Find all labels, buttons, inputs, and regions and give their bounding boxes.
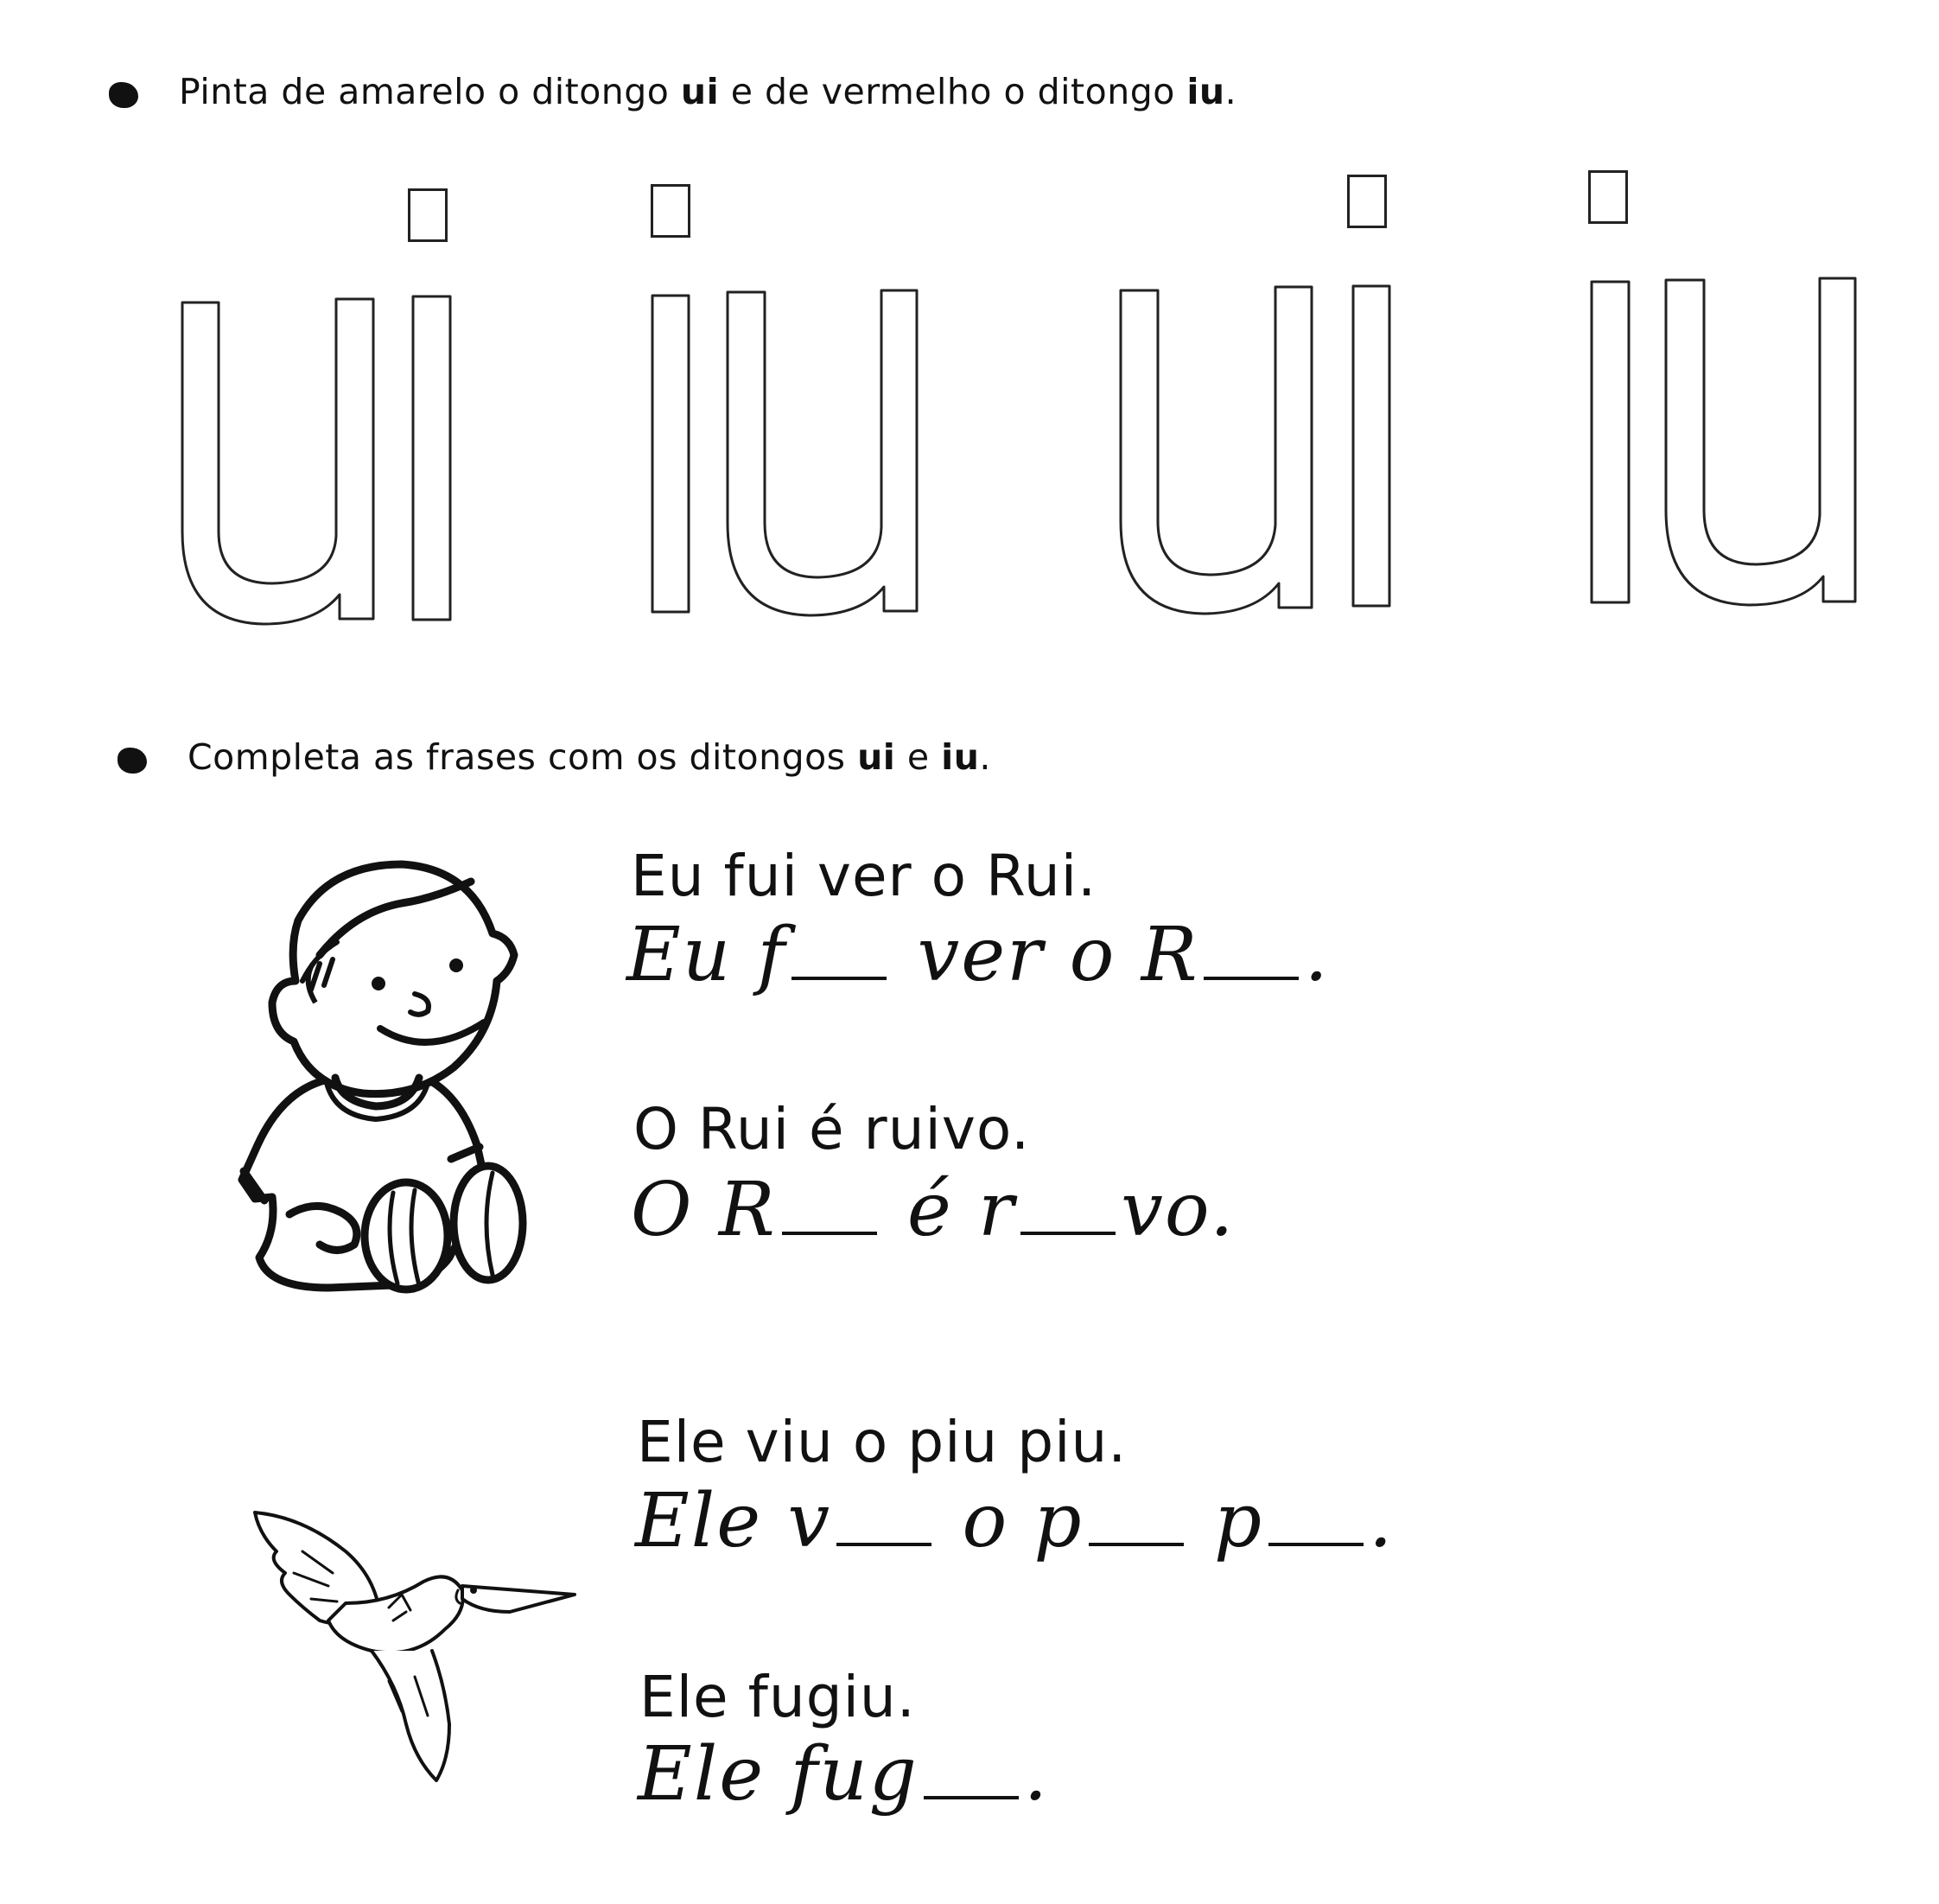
instruction-text: Completa as frases com os ditongos — [188, 736, 858, 778]
boy-illustration — [233, 851, 553, 1301]
letter-group-iu-1[interactable] — [652, 290, 917, 615]
outline-letter-u — [1666, 278, 1855, 605]
outline-letter-i — [652, 296, 689, 612]
sentence-3-cursive — [635, 1478, 1394, 1564]
sentence-1-cursive — [626, 912, 1330, 998]
answer-blank[interactable] — [836, 1543, 931, 1546]
cursive-text: . — [1304, 912, 1330, 998]
sentence-4-print: Ele fugiu. — [639, 1664, 916, 1730]
cursive-text: vo. — [1121, 1167, 1236, 1253]
diphthong-ui-label: ui — [857, 736, 896, 778]
answer-blank[interactable] — [782, 1232, 877, 1235]
cursive-text: Ele fug — [638, 1731, 919, 1818]
cursive-text: ver o R — [892, 912, 1199, 998]
cursive-text: é r — [881, 1167, 1016, 1253]
diphthong-iu-label: iu — [941, 736, 980, 778]
checkbox-dot-i[interactable] — [408, 188, 448, 242]
outline-letter-i — [1592, 282, 1629, 602]
diphthong-iu-label: iu — [1186, 71, 1225, 112]
sentence-3-print: Ele viu o piu piu. — [637, 1409, 1128, 1475]
answer-blank[interactable] — [1204, 977, 1299, 980]
cursive-text: p — [1188, 1478, 1264, 1564]
outline-letter-u — [728, 290, 917, 615]
cursive-text: o p — [937, 1478, 1084, 1564]
diphthong-ui-label: ui — [680, 71, 720, 112]
checkbox-dot-i[interactable] — [651, 184, 690, 238]
answer-blank[interactable] — [791, 977, 887, 980]
sentence-4-cursive — [638, 1731, 1049, 1818]
answer-blank[interactable] — [924, 1796, 1019, 1799]
instruction-text: Pinta de amarelo o ditongo — [179, 71, 681, 112]
outline-letter-u — [182, 299, 373, 624]
bird-illustration — [251, 1500, 579, 1785]
answer-blank[interactable] — [1020, 1232, 1116, 1235]
instruction-text: e de vermelho o ditongo — [719, 71, 1187, 112]
outline-letters — [0, 0, 1939, 657]
cursive-text: Ele v — [635, 1478, 832, 1564]
bullet-icon — [118, 748, 147, 774]
instruction-2 — [188, 736, 991, 778]
answer-blank[interactable] — [1268, 1543, 1364, 1546]
cursive-text: Eu f — [626, 912, 787, 998]
letter-group-ui-2[interactable] — [1121, 286, 1389, 614]
letter-group-iu-2[interactable] — [1592, 278, 1855, 605]
sentence-1-print: Eu fui ver o Rui. — [631, 843, 1097, 909]
sentence-2-print: O Rui é ruivo. — [633, 1096, 1031, 1162]
cursive-text: . — [1023, 1731, 1050, 1818]
cursive-text: O R — [631, 1167, 777, 1253]
instruction-text: . — [1224, 71, 1237, 112]
cursive-text: . — [1369, 1478, 1395, 1564]
instruction-text: e — [895, 736, 942, 778]
sentence-2-cursive — [631, 1167, 1235, 1253]
outline-letter-i — [1353, 286, 1389, 606]
checkbox-dot-i[interactable] — [1347, 175, 1387, 228]
checkbox-dot-i[interactable] — [1588, 170, 1628, 224]
outline-letter-i — [413, 296, 450, 620]
letter-group-ui-1[interactable] — [182, 296, 450, 624]
instruction-text: . — [979, 736, 991, 778]
outline-letter-u — [1121, 287, 1312, 614]
answer-blank[interactable] — [1089, 1543, 1184, 1546]
